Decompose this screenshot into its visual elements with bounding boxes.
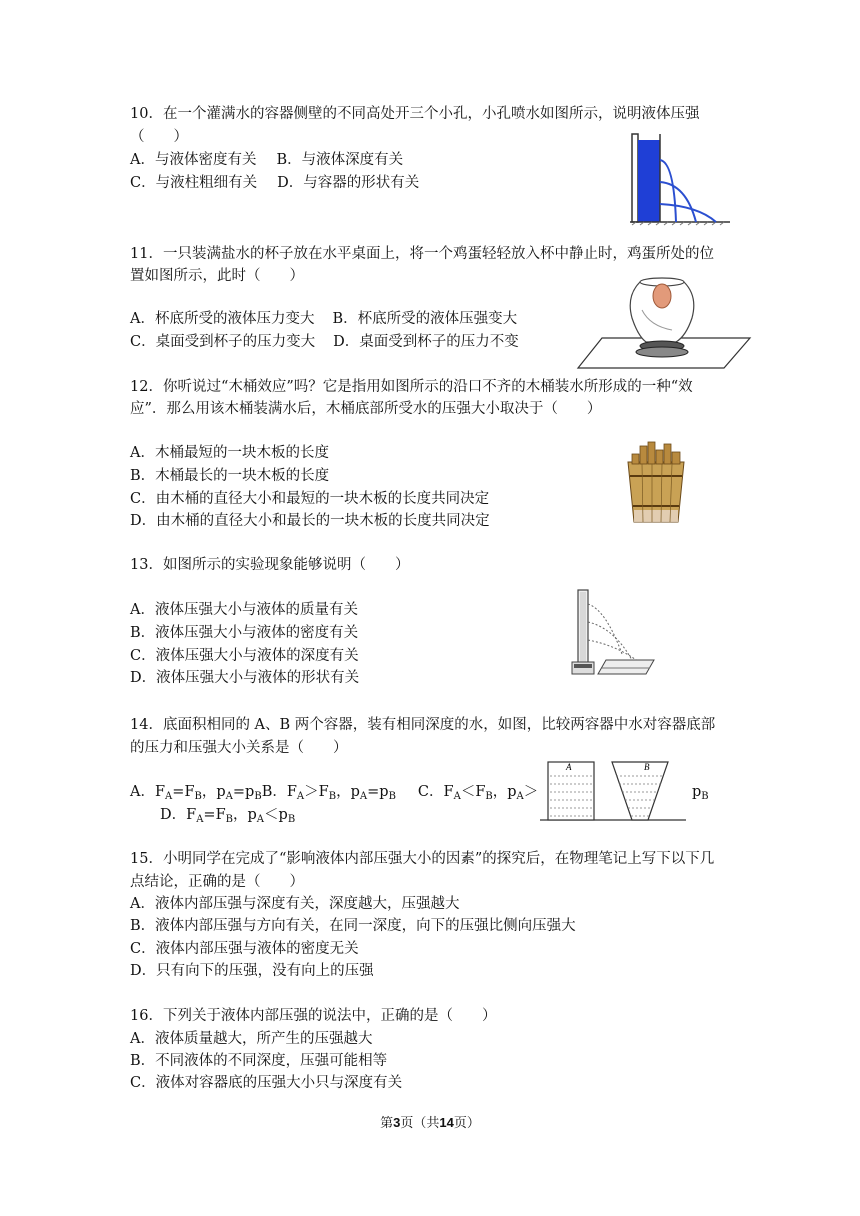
q16-option-c: C．液体对容器底的压强大小只与深度有关 (130, 1075, 403, 1091)
q10-option-d: D．与容器的形状有关 (277, 175, 420, 191)
q13-option-b: B．液体压强大小与液体的密度有关 (130, 625, 359, 641)
q15-option-a: A．液体内部压强与深度有关，深度越大，压强越大 (130, 896, 460, 912)
q11-stem-line2: 置如图所示，此时（ ） (130, 268, 304, 284)
q13-option-a: A．液体压强大小与液体的质量有关 (130, 602, 358, 618)
q12-stem-line2: 应”．那么用该木桶装满水后，木桶底部所受水的压强大小取决于（ ） (130, 401, 602, 417)
q10-stem-line2: （ ） (130, 129, 188, 145)
q11-stem-line1: 11．一只装满盐水的杯子放在水平桌面上，将一个鸡蛋轻轻放入杯中静止时，鸡蛋所处的位 (130, 246, 714, 262)
q14-options-row1 (130, 782, 538, 807)
q12-stem-line1: 12．你听说过“木桶效应”吗？它是指用如图所示的沿口不齐的木桶装水所形成的一种“效 (130, 379, 693, 395)
q16-option-a: A．液体质量越大，所产生的压强越大 (130, 1031, 373, 1047)
q15-stem-line1: 15．小明同学在完成了“影响液体内部压强大小的因素”的探究后，在物理笔记上写下以下几 (130, 851, 715, 867)
q12-option-b: B．木桶最长的一块木板的长度 (130, 468, 330, 484)
pressure-experiment-figure (566, 588, 658, 682)
q12-option-c: C．由木桶的直径大小和最短的一块木板的长度共同决定 (130, 491, 490, 507)
page-number: 3 (393, 1115, 401, 1130)
q13-option-d: D．液体压强大小与液体的形状有关 (130, 670, 360, 686)
container-b-label: B (644, 762, 650, 772)
q10-stem-line1: 10．在一个灌满水的容器侧壁的不同高处开三个小孔，小孔喷水如图所示，说明液体压强 (130, 106, 700, 122)
q11-option-d: D．桌面受到杯子的压力不变 (333, 334, 519, 350)
q15-option-b: B．液体内部压强与方向有关，在同一深度，向下的压强比侧向压强大 (130, 918, 576, 934)
q10-options-row2 (130, 173, 419, 193)
q14-stem-line2: 的压力和压强大小关系是（ ） (130, 740, 348, 756)
q11-option-c: C．桌面受到杯子的压力变大 (130, 334, 316, 350)
q10-option-c: C．与液柱粗细有关 (130, 175, 258, 191)
q10-option-a: A．与液体密度有关 (130, 152, 257, 168)
q16-option-b: B．不同液体的不同深度，压强可能相等 (130, 1053, 388, 1069)
q11-option-b: B．杯底所受的液体压强变大 (332, 311, 518, 327)
page-footer: 第3页（共14页） (380, 1115, 480, 1131)
q16-stem-line1: 16．下列关于液体内部压强的说法中，正确的是（ ） (130, 1008, 497, 1024)
q15-option-c: C．液体内部压强与液体的密度无关 (130, 941, 359, 957)
q13-stem-line1: 13．如图所示的实验现象能够说明（ ） (130, 557, 410, 573)
egg-in-cup-figure (576, 270, 752, 372)
q14-stem-line1: 14．底面积相同的 A、B 两个容器，装有相同深度的水，如图，比较两容器中水对容器底部 (130, 717, 716, 733)
q10-options-row1 (130, 150, 403, 170)
q11-options-row2 (130, 332, 519, 352)
q14-option-c: C．$F_A<F_B$，$p_A>$ (417, 784, 539, 802)
page-total: 14 (439, 1115, 454, 1130)
q10-option-b: B．与液体深度有关 (276, 152, 404, 168)
q14-option-a: A．$F_A=F_B$，$p_A=p_B$ (130, 784, 262, 802)
two-containers-figure (540, 756, 686, 822)
water-container-figure (626, 126, 732, 230)
q14-option-d: D．$F_A=F_B$，$p_A<p_B$ (160, 807, 296, 825)
q15-option-d: D．只有向下的压强，没有向上的压强 (130, 963, 374, 979)
q15-stem-line2: 点结论，正确的是（ ） (130, 874, 304, 890)
q13-option-c: C．液体压强大小与液体的深度有关 (130, 648, 359, 664)
wooden-bucket-figure (624, 440, 688, 526)
q11-options-row1 (130, 309, 517, 329)
q14-option-b: B．$F_A>F_B$，$p_A=p_B$ (261, 784, 396, 802)
q14-option-c-tail: $p_B$ (692, 784, 709, 802)
q12-option-a: A．木桶最短的一块木板的长度 (130, 445, 329, 461)
q12-option-d: D．由木桶的直径大小和最长的一块木板的长度共同决定 (130, 513, 490, 529)
container-a-label: A (566, 762, 572, 772)
q11-option-a: A．杯底所受的液体压力变大 (130, 311, 315, 327)
